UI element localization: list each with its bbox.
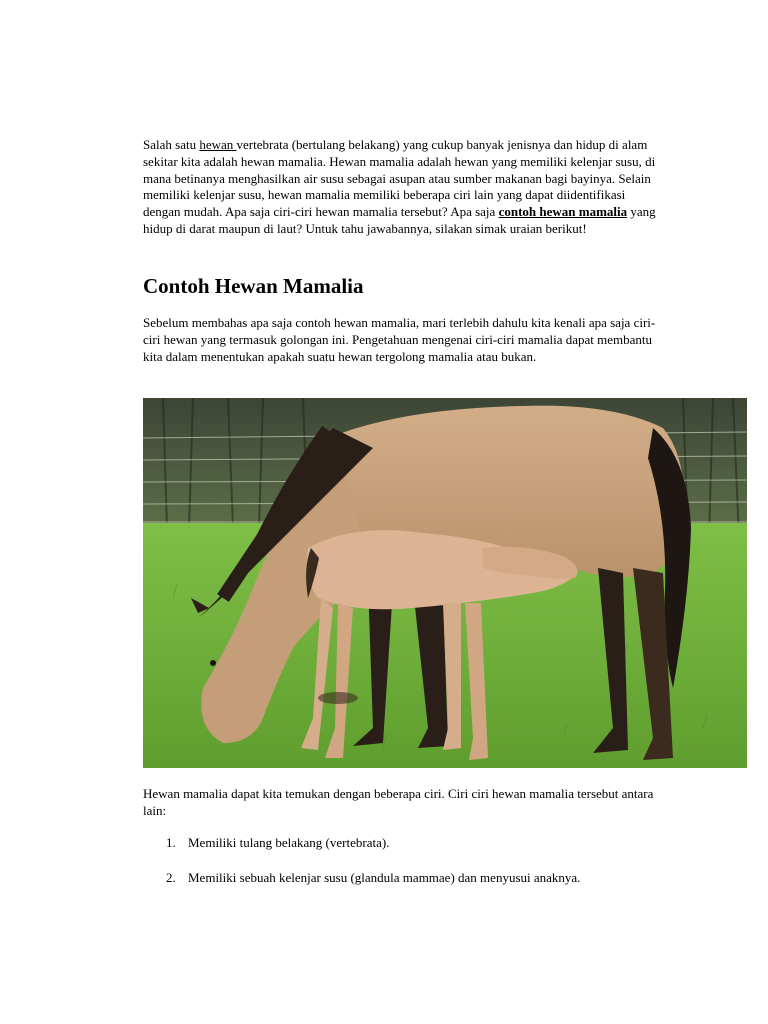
- list-number: 2.: [166, 869, 176, 885]
- second-paragraph: Sebelum membahas apa saja contoh hewan mamalia, mari terlebih dahulu kita kenali apa saja ciri-ciri hewan yang termasuk golongan ini. Pengetahuan mengenai ciri-ciri mamalia dapat membantu kita dalam menentukan apakah suatu hewan tergolong mamalia atau bukan.: [143, 315, 656, 364]
- section-heading: Contoh Hewan Mamalia: [143, 274, 364, 298]
- list-item: [143, 835, 703, 852]
- intro-text-2: vertebrata (bertulang belakang) yang cukup banyak jenisnya dan hidup di alam sekitar kita adalah hewan mamalia. Hewan mamalia adalah hewan yang memiliki kelenjar susu, di mana betinanya menghasilkan air susu sebagai asupan atau sumber makanan bagi bayinya. Selain memiliki kelenjar susu, hewan mamalia memiliki beberapa ciri lain yang dapat diidentifikasi dengan mudah. Apa saja ciri-ciri hewan mamalia tersebut? Apa saja: [143, 137, 656, 220]
- intro-paragraph: [143, 137, 663, 238]
- characteristics-list: [143, 835, 703, 905]
- list-item-text: Memiliki sebuah kelenjar susu (glandula mammae) dan menyusui anaknya.: [188, 869, 581, 885]
- list-item-text: Memiliki tulang belakang (vertebrata).: [188, 835, 390, 850]
- contoh-hewan-mamalia-link[interactable]: contoh hewan mamalia: [498, 204, 628, 220]
- intro-text-1: Salah satu: [143, 137, 200, 152]
- third-paragraph: Hewan mamalia dapat kita temukan dengan beberapa ciri. Ciri ciri hewan mamalia tersebut antara lain:: [143, 786, 654, 818]
- hewan-link[interactable]: hewan: [199, 137, 237, 152]
- horse-and-foal-photo: [143, 398, 747, 768]
- list-item: [143, 870, 703, 887]
- intro-text-3: yang hidup di darat maupun di laut? Untuk tahu jawabannya, silakan simak uraian berikut!: [143, 204, 656, 236]
- list-number: 1.: [166, 835, 176, 850]
